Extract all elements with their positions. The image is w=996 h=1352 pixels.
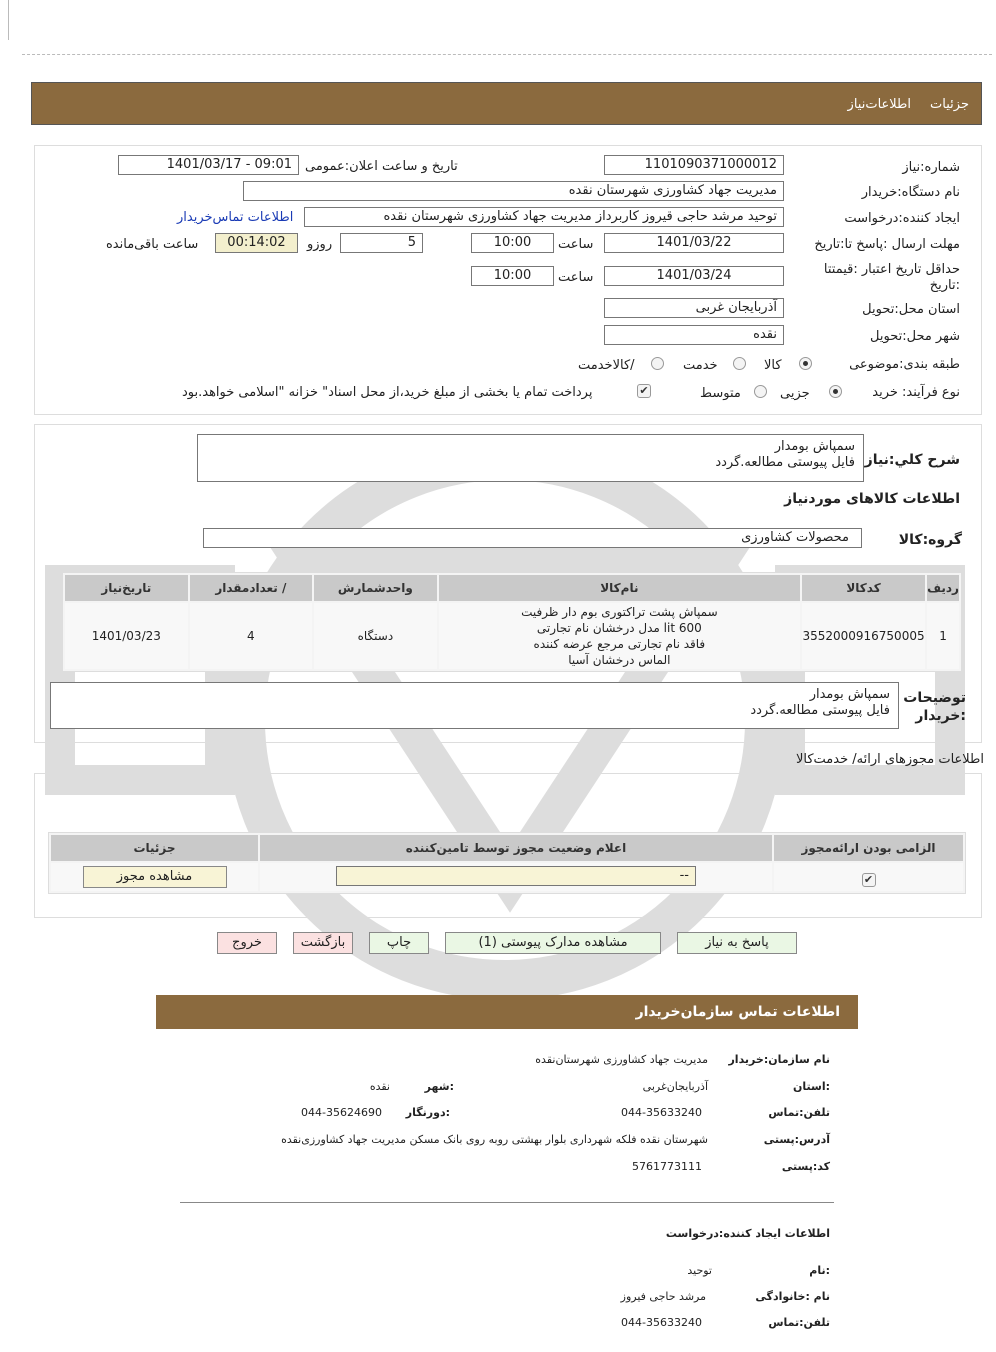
city-label: شهر محل:تحویل: [870, 329, 960, 344]
announce-field: 1401/03/17 - 09:01: [118, 155, 299, 175]
category-service-radio[interactable]: [733, 357, 746, 370]
header-bar: [31, 82, 982, 125]
cell-name-line4: الماس درخشان آسیا: [568, 653, 671, 667]
col-unit-header: واحدشمارش: [314, 575, 437, 601]
deadline-label: مهلت ارسال :پاسخ تا:تاریخ: [814, 237, 960, 252]
goods-group-field: [203, 528, 862, 548]
print-button[interactable]: چاپ: [369, 932, 429, 954]
process-medium-radio[interactable]: [754, 385, 767, 398]
creator-phone-label: تلفن:تماس: [768, 1316, 830, 1329]
page-edge-line: [8, 0, 9, 40]
org-value: مدیریت جهاد کشاورزی شهرستان‌نقده: [535, 1053, 708, 1066]
cell-status: [260, 863, 772, 891]
goods-group-label: گروه:کالا: [898, 532, 962, 548]
status-field: --: [336, 866, 696, 886]
days-field: 5: [340, 233, 423, 253]
goods-info-title: اطلاعات کالاهای موردنیاز: [784, 491, 960, 507]
cell-date: 1401/03/23: [65, 603, 188, 669]
table-row: [65, 603, 959, 669]
permits-table: [48, 832, 966, 894]
creator-family-value: مرشد حاجی فیروز: [620, 1290, 706, 1303]
process-partial-radio[interactable]: [829, 385, 842, 398]
contact-postal-value: 5761773111: [632, 1160, 702, 1173]
category-goods-label: کالا: [764, 358, 782, 373]
required-checkbox: ✔: [862, 873, 876, 887]
category-both-radio[interactable]: [651, 357, 664, 370]
remaining-time-field: 00:14:02: [215, 233, 298, 253]
contact-province-value: آذربایجان‌غربی: [642, 1080, 708, 1093]
payment-checkbox[interactable]: ✔: [637, 384, 651, 398]
col-name-header: نام‌کالا: [439, 575, 800, 601]
cell-unit: دستگاه: [314, 603, 437, 669]
contact-phone-label: تلفن:تماس: [768, 1106, 830, 1119]
permits-title: اطلاعات مجوزهای ارائه/ خدمت‌کالا: [795, 752, 984, 767]
contact-bar-title: اطلاعات تماس سازمان‌خریدار: [635, 1004, 840, 1020]
contact-fax-value: 044-35624690: [301, 1106, 382, 1119]
col-required-header: الزامی بودن ارائه‌مجوز: [774, 835, 963, 861]
contact-city-label: :شهر: [424, 1080, 454, 1093]
back-button[interactable]: بازگشت: [293, 932, 353, 954]
province-field: آذربایجان غربی: [604, 298, 784, 318]
tab-details[interactable]: جزئیات: [930, 97, 969, 112]
validity-time-label: ساعت: [558, 270, 594, 285]
col-date-header: تاریخ‌نیاز: [65, 575, 188, 601]
col-row-header: ردیف: [927, 575, 959, 601]
cell-name-line2: 600 lit مدل درخشان نام تجارتی: [536, 621, 702, 635]
col-details-header: جزئیات: [51, 835, 258, 861]
cell-name-line3: فاقد نام تجارتی مرجع عرضه کننده: [533, 637, 706, 651]
view-permit-button[interactable]: مشاهده مجوز: [83, 866, 227, 888]
buyer-contact-link[interactable]: اطلاعات تماس‌خریدار: [177, 210, 294, 225]
category-both-label: /کالاخدمت: [578, 358, 635, 373]
buyer-field: مدیریت جهاد کشاورزی شهرستان نقده: [243, 181, 784, 201]
creator-info-title: اطلاعات ایجاد کننده:درخواست: [665, 1227, 830, 1240]
buyer-notes-title-line1: توضیحات: [903, 690, 966, 706]
goods-group-value: محصولات کشاورزی: [741, 530, 849, 545]
general-description-box: [197, 434, 864, 482]
creator-label: ایجاد کننده:درخواست: [844, 211, 960, 226]
cell-name-line1: سمپاش پشت تراکتوری بوم دار ظرفیت: [521, 605, 718, 619]
permits-table-header: [51, 835, 963, 861]
goods-table-header: [65, 575, 959, 601]
cell-qty: 4: [190, 603, 312, 669]
creator-field: توحید مرشد حاجی قیروز کاربرداز مدیریت جهاد کشاورزی شهرستان نقده: [304, 207, 784, 227]
tab-need-info[interactable]: اطلاعات‌نیاز: [847, 97, 911, 112]
need-number-label: شماره:نیاز: [902, 160, 960, 175]
category-goods-radio[interactable]: [799, 357, 812, 370]
buyer-notes-line1: سمپاش بومدار: [809, 687, 890, 702]
process-partial-label: جزیی: [780, 386, 810, 401]
need-number-field: 1101090371000012: [604, 155, 784, 175]
goods-table: [62, 572, 962, 672]
contact-address-label: آدرس:پستی: [763, 1133, 830, 1146]
deadline-time-label: ساعت: [558, 237, 594, 252]
col-qty-header: / تعدادمقدار: [190, 575, 312, 601]
contact-address-value: شهرستان نقده فلکه شهرداری بلوار بهشتی روبه روی بانک مسکن مدیریت جهاد کشاورزی‌نقده: [281, 1133, 708, 1146]
payment-note: پرداخت تمام یا بخشی از مبلغ خرید،از محل اسناد" خزانه "اسلامی خواهد.بود: [182, 385, 593, 400]
buyer-notes-line2: فایل پیوستی مطالعه.گردد: [750, 703, 890, 718]
validity-date-field: 1401/03/24: [604, 266, 784, 286]
contact-divider: [180, 1202, 834, 1203]
buyer-label: نام دستگاه:خریدار: [861, 185, 960, 200]
deadline-time-field: 10:00: [471, 233, 554, 253]
validity-label: حداقل تاریخ اعتبار :قیمتتا :تاریخ: [823, 262, 960, 293]
process-label: نوع فرآیند: خرید: [872, 385, 960, 400]
contact-city-value: نقده: [369, 1080, 390, 1093]
category-service-label: خدمت: [683, 358, 718, 373]
cell-code: 3552000916750005: [802, 603, 925, 669]
table-row: [51, 863, 963, 891]
creator-name-value: توحید: [687, 1264, 712, 1277]
contact-fax-label: :دورنگار: [405, 1106, 450, 1119]
remaining-label: ساعت باقی‌مانده: [106, 237, 199, 252]
contact-bar: [156, 995, 858, 1029]
general-description-line2: فایل پیوستی مطالعه.گردد: [715, 455, 855, 470]
contact-province-label: :استان: [793, 1080, 830, 1093]
creator-family-label: نام :خانوادگی: [755, 1290, 830, 1303]
col-status-header: اعلام وضعیت مجوز توسط تامین‌کننده: [260, 835, 772, 861]
contact-phone-value: 044-35633240: [621, 1106, 702, 1119]
creator-name-label: :نام: [809, 1264, 830, 1277]
days-label: روزو: [307, 237, 333, 252]
category-label: طبقه بندی:موضوعی: [849, 357, 960, 372]
province-label: استان محل:تحویل: [862, 302, 960, 317]
deadline-date-field: 1401/03/22: [604, 233, 784, 253]
cell-name: [439, 603, 800, 669]
announce-label: تاریخ و ساعت اعلان:عمومی: [305, 159, 458, 174]
city-field: نقده: [604, 325, 784, 345]
contact-postal-label: کد:پستی: [781, 1160, 830, 1173]
validity-time-field: 10:00: [471, 266, 554, 286]
creator-phone-value: 044-35633240: [621, 1316, 702, 1329]
process-medium-label: متوسط: [700, 386, 741, 401]
exit-button[interactable]: خروج: [217, 932, 277, 954]
buyer-notes-title: [903, 689, 966, 725]
org-label: نام سازمان:خریدار: [728, 1053, 830, 1066]
general-description-line1: سمپاش بومدار: [774, 439, 855, 454]
cell-details: [51, 863, 258, 891]
general-description-title: شرح کلي:نیاز: [864, 452, 960, 468]
top-divider: [22, 54, 992, 55]
buyer-notes-box: [50, 682, 899, 729]
attachments-button[interactable]: مشاهده مدارک پیوستی (1): [445, 932, 661, 954]
col-code-header: کدکالا: [802, 575, 925, 601]
cell-required: [774, 863, 963, 891]
reply-button[interactable]: پاسخ به نیاز: [677, 932, 797, 954]
buyer-notes-title-line2: :خریدار: [915, 708, 966, 724]
cell-row-index: 1: [927, 603, 959, 669]
